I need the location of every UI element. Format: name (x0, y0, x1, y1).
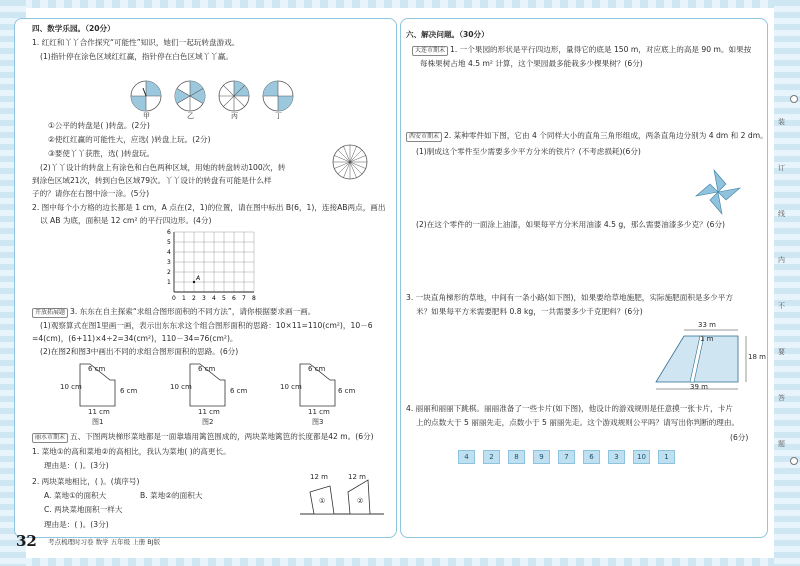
plot1-num: ① (319, 497, 326, 505)
coordinate-grid[interactable] (160, 226, 270, 304)
p3-line1: 3. 一块直角梯形的草地，中间有一条小路(如下图)，如果要给草地施肥，实际施肥面积是多少平方 (406, 293, 733, 302)
trap-bottom: 39 m (690, 383, 708, 391)
card[interactable]: 7 (558, 450, 575, 464)
fig3-bottom: 11 cm (308, 408, 330, 416)
point-a (193, 281, 195, 283)
p4-line2: 上的点数大于 5 丽丽先走，点数小于 5 丽丽先走。这个游戏规则公平吗？请写出你判断的理由。 (416, 418, 740, 427)
blank-spinner[interactable] (330, 142, 370, 182)
q3-line1: 开放拓展题 3. 东东在自主探索“求组合图形面积的不同方法”，请你根据要求画一画。 (32, 307, 315, 318)
q1-sub1: (1)指针停在涂色区域红红赢，指针停在白色区域丫丫赢。 (40, 52, 234, 61)
plot2-label: 12 m (348, 473, 366, 481)
fig3-left: 10 cm (280, 383, 302, 391)
q3-tag: 开放拓展题 (32, 308, 68, 318)
binder-char: 线 (778, 210, 785, 218)
q5-option-c[interactable]: C. 两块菜地面积一样大 (44, 505, 123, 514)
section5-tag: 丽水市期末 (32, 433, 68, 443)
grid-x-tick: 7 (242, 295, 246, 302)
spinner-c (219, 81, 249, 111)
grid-y-tick: 5 (167, 239, 171, 246)
grid-x-tick: 6 (232, 295, 236, 302)
spinner-b (175, 81, 205, 111)
grid-x-tick: 5 (222, 295, 226, 302)
plot2-num: ② (357, 497, 364, 505)
trap-path: 1 m (700, 335, 714, 343)
fig2-left: 10 cm (170, 383, 192, 391)
section6-title: 六、解决问题。（30分） (406, 30, 489, 39)
grid-y-tick: 4 (167, 249, 171, 256)
grid-y-tick: 1 (167, 279, 171, 286)
q5-reason: 理由是：( )。(3分) (44, 520, 109, 529)
p2-tag: 西安市期末 (406, 132, 442, 142)
p2-line1: 西安市期末 2. 某种零件如下图，它由 4 个同样大小的直角三角形组成，两条直角边分别为 4 dm 和 2 dm。 (406, 131, 768, 142)
q5-option-a[interactable]: A. 菜地①的面积大 (44, 491, 107, 500)
grid-x-tick: 8 (252, 295, 256, 302)
spinner-label-b: 乙 (187, 112, 194, 120)
grid-x-tick: 1 (182, 295, 186, 302)
fig3-name: 图3 (312, 418, 324, 426)
spinner-label-d: 丁 (275, 112, 282, 120)
top-border (0, 0, 800, 8)
binder-char: 订 (778, 164, 785, 172)
card[interactable]: 4 (458, 450, 475, 464)
page-number: 32 (16, 532, 37, 550)
number-cards (458, 450, 675, 464)
spinner-label-c: 丙 (231, 112, 238, 120)
q1-line-c: ③要使丫丫获胜，选( )转盘玩。 (48, 149, 155, 158)
trap-height: 18 m (748, 353, 766, 361)
p4-score: (6分) (730, 433, 749, 442)
binder-char: 答 (778, 394, 785, 402)
binder-column (766, 95, 800, 485)
binder-char: 装 (778, 118, 785, 126)
q1-line-a: ①公平的转盘是( )转盘。(2分) (48, 121, 150, 130)
grid-y-tick: 6 (167, 229, 171, 236)
binder-char: 内 (778, 256, 785, 264)
binder-hole (790, 95, 798, 103)
fig1-name: 图1 (92, 418, 104, 426)
q1-sub2b: 到涂色区域21次，转到白色区域79次。丫丫设计的转盘有可能是什么样 (32, 176, 272, 185)
q2-line1: 2. 图中每个小方格的边长都是 1 cm，A 点在(2，1)的位置，请在图中标出 B(6，1)，连接AB两点，画出 (32, 203, 386, 212)
card[interactable]: 2 (483, 450, 500, 464)
grid-y-tick: 3 (167, 259, 171, 266)
fig2-right: 6 cm (230, 387, 248, 395)
grid-x-tick: 2 (192, 295, 196, 302)
spinners (128, 78, 298, 118)
binder-char: 不 (778, 302, 785, 310)
q5-1b: 理由是：( )。(3分) (44, 461, 109, 470)
spinner-a (131, 81, 161, 111)
footer-text: 考点梳理时习卷 数学 五年级 上册 BJ版 (48, 538, 161, 546)
p4-line1: 4. 丽丽和丽丽下跳棋。丽丽准备了一些卡片(如下图)，他设计的游戏规则是任意摸一张卡片，卡片 (406, 404, 733, 413)
section4-title: 四、数学乐园。（20分） (32, 24, 115, 33)
q1-title: 1. 红红和丫丫合作探究“可能性”知识，她们一起玩转盘游戏。 (32, 38, 240, 47)
card[interactable]: 3 (608, 450, 625, 464)
point-a-label: A (196, 275, 201, 282)
card[interactable]: 10 (633, 450, 650, 464)
card[interactable]: 1 (658, 450, 675, 464)
q5-2a: 2. 两块菜地相比，( )。(填序号) (32, 477, 140, 486)
q1-sub2c: 子的？请你在右图中涂一涂。(5分) (32, 189, 150, 198)
plot1-label: 12 m (310, 473, 328, 481)
fig3-right: 6 cm (338, 387, 356, 395)
q3-line3: =4(cm)，(6+11)×4÷2=34(cm²)，110－34=76(cm²)。 (32, 334, 238, 343)
fig1-right: 6 cm (120, 387, 138, 395)
grid-y-tick: 2 (167, 269, 171, 276)
spinner-d (263, 81, 293, 111)
binder-char: 要 (778, 348, 785, 356)
p3-line2: 米？如果每平方米需要肥料 0.8 kg，一共需要多少千克肥料？(6分) (416, 307, 643, 316)
spinner-label-a: 甲 (143, 112, 150, 120)
grid-x-tick: 3 (202, 295, 206, 302)
q3-line2: (1)观察算式在图1里画一画，表示出东东求这个组合图形面积的思路：10×11=110(cm²)，10－6 (40, 321, 373, 330)
fig1-bottom: 11 cm (88, 408, 110, 416)
q3-line4: (2)在图2和图3中画出不同的求组合图形面积的思路。(6分) (40, 347, 239, 356)
q5-option-b[interactable]: B. 菜地②的面积大 (140, 491, 203, 500)
q5-1a: 1. 菜地①的高和菜地②的高相比，我认为菜地( )的高更长。 (32, 447, 231, 456)
p2-line3: (2)在这个零件的一面涂上油漆，如果每平方分米用油漆 4.5 g，那么需要油漆多少克？(6分) (416, 220, 726, 229)
card[interactable]: 9 (533, 450, 550, 464)
grid-x-tick: 0 (172, 295, 176, 302)
binder-char: 题 (778, 440, 785, 448)
fig1-left: 10 cm (60, 383, 82, 391)
p1-line2: 每株果树占地 4.5 m² 计算，这个果园最多能栽多少棵果树？(6分) (420, 59, 643, 68)
fig3-top: 6 cm (308, 365, 326, 373)
binder-hole (790, 457, 798, 465)
fig2-bottom: 11 cm (198, 408, 220, 416)
p1-tag: 大连市期末 (412, 46, 448, 56)
fig1-top: 6 cm (88, 365, 106, 373)
p1-line1: 大连市期末 1. 一个果园的形状是平行四边形，量得它的底是 150 m，对应底上的高是 90 m。如果按 (412, 45, 751, 56)
p2-line2: (1)制成这个零件至少需要多少平方分米的铁片？(不考虑损耗)(6分) (416, 147, 641, 156)
card[interactable]: 6 (583, 450, 600, 464)
pinwheel-part (688, 164, 748, 220)
fig2-name: 图2 (202, 418, 214, 426)
section5-title: 丽水市期末 五、下图两块梯形菜地都是一面靠墙用篱笆围成的，两块菜地篱笆的长度都是42 m。(6分) (32, 432, 374, 443)
q1-sub2a: (2)丫丫设计的转盘上有涂色和白色两种区域，用她的转盘转动100次，转 (40, 163, 286, 172)
grid-x-tick: 4 (212, 295, 216, 302)
q2-line2: 以 AB 为底，面积是 12 cm² 的平行四边形。(4分) (40, 216, 212, 225)
trap-top: 33 m (698, 321, 716, 329)
bottom-border (0, 558, 800, 566)
q1-line-b: ②使红红赢的可能性大，应选( )转盘上玩。(2分) (48, 135, 211, 144)
card[interactable]: 8 (508, 450, 525, 464)
fig2-top: 6 cm (198, 365, 216, 373)
